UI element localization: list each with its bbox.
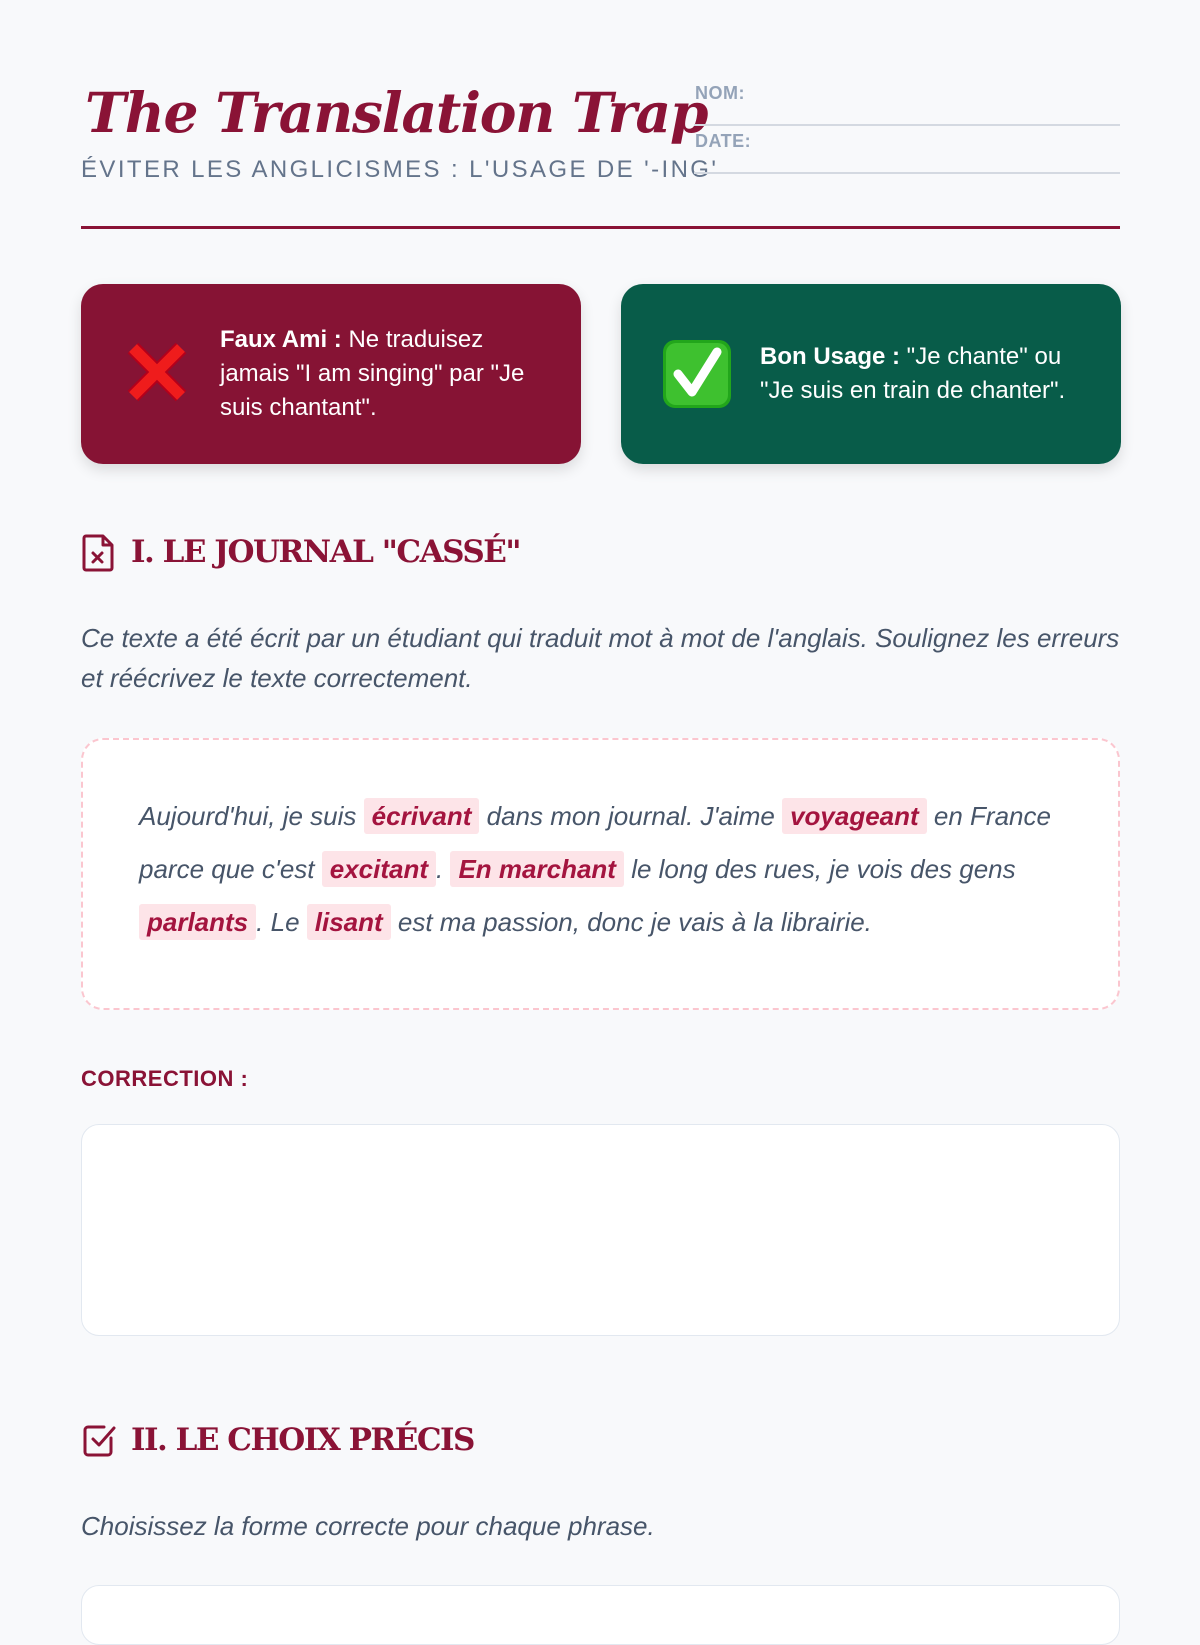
student-info — [694, 78, 1120, 174]
section-2-heading — [81, 1420, 474, 1460]
date-label: DATE: — [695, 131, 752, 151]
section-1-instructions: Ce texte a été écrit par un étudiant qui traduit mot à mot de l'anglais. Soulignez les erreurs et réécrivez le texte correctement. — [81, 623, 1120, 693]
bon-usage-text — [760, 340, 1091, 408]
name-field-row — [694, 78, 1120, 126]
section-2-title: II. LE CHOIX PRÉCIS — [131, 1422, 474, 1458]
faux-ami-callout — [81, 284, 581, 464]
correction-textarea[interactable] — [82, 1125, 1123, 1339]
correction-label: CORRECTION : — [81, 1066, 249, 1091]
passage-text-segment: . — [436, 854, 451, 884]
passage-text — [139, 790, 1062, 949]
page-subtitle: ÉVITER LES ANGLICISMES : L'USAGE DE '-ING' — [81, 156, 719, 183]
header-divider — [81, 226, 1120, 229]
page-title: The Translation Trap — [85, 80, 708, 145]
passage-text-segment: le long des rues, je vois des gens — [623, 854, 1016, 884]
file-x-icon — [81, 532, 117, 572]
error-word[interactable]: lisant — [307, 904, 391, 940]
bon-usage-label: Bon Usage : — [760, 343, 901, 370]
passage-text-segment: en France parce que c'est — [139, 801, 1051, 884]
cross-mark-icon — [121, 338, 193, 410]
date-field-row — [694, 126, 1120, 174]
faux-ami-text — [220, 323, 551, 425]
bon-usage-body: "Je chante" ou "Je suis en train de chanter". — [760, 343, 1066, 404]
name-label: NOM: — [695, 83, 745, 103]
worksheet-header — [81, 78, 1120, 228]
section-1-heading — [81, 532, 520, 572]
bon-usage-callout — [621, 284, 1121, 464]
error-word[interactable]: voyageant — [782, 798, 927, 834]
faux-ami-body: Ne traduisez jamais "I am singing" par "Je suis chantant". — [220, 326, 525, 421]
check-mark-icon — [661, 338, 733, 410]
passage-text-segment: Aujourd'hui, je suis — [139, 801, 364, 831]
checkbox-icon — [81, 1420, 117, 1460]
section-2-instructions: Choisissez la forme correcte pour chaque phrase. — [81, 1511, 655, 1541]
error-word[interactable]: excitant — [322, 851, 436, 887]
passage-text-segment: dans mon journal. J'aime — [479, 801, 783, 831]
section-1-title: I. LE JOURNAL "CASSÉ" — [131, 534, 520, 570]
date-input[interactable] — [764, 132, 1120, 164]
passage-text-segment: . Le — [256, 907, 307, 937]
choice-exercise-card — [81, 1585, 1120, 1645]
passage-text-segment: est ma passion, donc je vais à la librairie. — [390, 907, 872, 937]
faux-ami-label: Faux Ami : — [220, 326, 342, 353]
correction-answer-box — [81, 1124, 1120, 1336]
name-input[interactable] — [764, 84, 1120, 116]
error-word[interactable]: écrivant — [364, 798, 480, 834]
error-word[interactable]: En marchant — [450, 851, 624, 887]
broken-journal-passage — [81, 738, 1120, 1010]
error-word[interactable]: parlants — [139, 904, 256, 940]
